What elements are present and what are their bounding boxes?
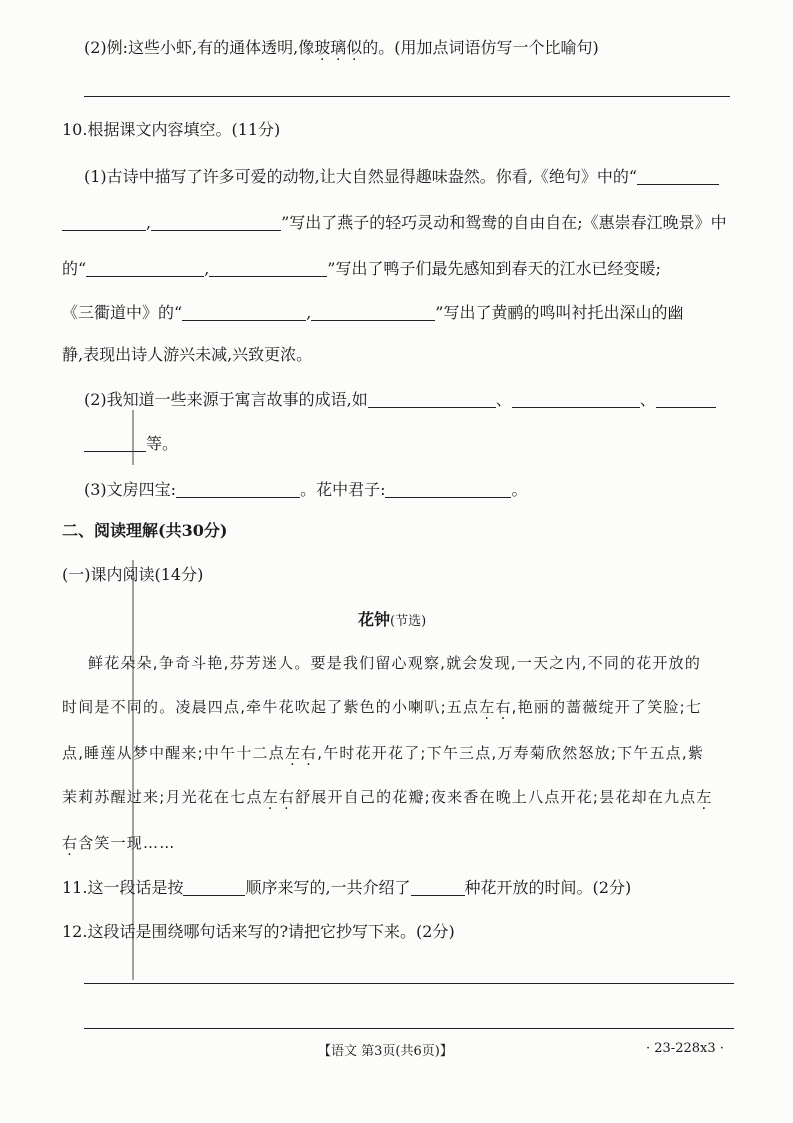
blank-chunjiang-1[interactable] [86, 258, 204, 277]
blank-idiom-3[interactable] [656, 389, 716, 408]
passage-line: 右含笑一现…… [62, 834, 176, 852]
question-10-1-line2: , ”写出了燕子的轻巧灵动和鸳鸯的自由自在;《惠崇春江晚景》中 [62, 211, 727, 235]
section-heading: 二、阅读理解(共30分) [62, 521, 228, 540]
blank-order[interactable] [183, 877, 245, 896]
blank-jueju-1-cont[interactable] [62, 212, 146, 231]
blank-chunjiang-2[interactable] [209, 258, 327, 277]
blank-sanqu-1[interactable] [182, 302, 306, 321]
question-10-1-line4: 《三衢道中》的“ , ”写出了黄鹂的鸣叫衬托出深山的幽 [62, 303, 684, 322]
fold-mark [132, 560, 134, 980]
blank-sanqu-2[interactable] [311, 302, 435, 321]
blank-flower-count[interactable] [411, 877, 465, 896]
question-10-2-line2: 等。 [84, 432, 178, 456]
answer-line[interactable] [84, 983, 734, 984]
answer-line[interactable] [84, 1028, 734, 1029]
blank-four-treasures[interactable] [176, 479, 300, 498]
question-10-1-line1: (1)古诗中描写了许多可爱的动物,让大自然显得趣味盎然。你看,《绝句》中的“ [84, 165, 719, 189]
blank-idiom-3-cont[interactable] [84, 433, 146, 452]
question-10-2-line1: (2)我知道一些来源于寓言故事的成语,如 、 、 [84, 388, 716, 412]
blank-jueju-1[interactable] [637, 166, 719, 185]
passage-line: 茉莉苏醒过来;月光花在七点左右舒展开自己的花瓣;夜来香在晚上八点开花;昙花却在九点左 [62, 788, 713, 806]
passage-line: 时间是不同的。凌晨四点,牵牛花吹起了紫色的小喇叭;五点左右,艳丽的蔷薇绽开了笑脸;七 [62, 698, 703, 716]
question-12: 12.这段话是围绕哪句话来写的?请把它抄写下来。(2分) [62, 922, 455, 941]
page-footer: 【语文 第3页(共6页)】 [318, 1044, 453, 1059]
blank-jueju-2[interactable] [151, 212, 281, 231]
blank-idiom-2[interactable] [512, 389, 640, 408]
blank-idiom-1[interactable] [368, 389, 496, 408]
question-9-2: (2)例:这些小虾,有的通体透明,像玻璃似的。(用加点词语仿写一个比喻句) [84, 38, 599, 57]
question-10-stem: 10.根据课文内容填空。(11分) [62, 120, 281, 139]
question-10-1-line3: 的“ , ”写出了鸭子们最先感知到春天的江水已经变暖; [62, 259, 661, 278]
page-code: · 23-228x3 · [646, 1041, 724, 1056]
blank-gentlemen-flowers[interactable] [385, 479, 511, 498]
passage-line: 鲜花朵朵,争奇斗艳,芬芳迷人。要是我们留心观察,就会发现,一天之内,不同的花开放的 [88, 654, 702, 672]
subsection-heading: (一)课内阅读(14分) [62, 565, 204, 584]
question-10-3: (3)文房四宝: 。花中君子: 。 [84, 480, 528, 499]
question-11: 11.这一段话是按 顺序来写的,一共介绍了 种花开放的时间。(2分) [62, 878, 632, 897]
question-10-1-line5: 静,表现出诗人游兴未减,兴致更浓。 [62, 345, 313, 364]
passage-line: 点,睡莲从梦中醒来;中午十二点左右,午时花开花了;下午三点,万寿菊欣然怒放;下午五点,紫 [62, 744, 705, 762]
answer-line[interactable] [84, 96, 730, 97]
passage-title: 花钟(节选) [358, 610, 427, 629]
